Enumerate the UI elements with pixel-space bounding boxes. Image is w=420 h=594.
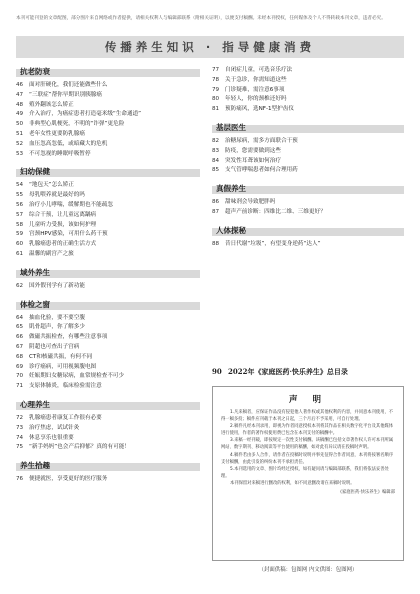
toc-entry[interactable] [16, 353, 200, 363]
entry-title: CT和核磁共振，有何不同 [29, 353, 93, 360]
entry-title: 治糖尿病，需多方面联合干预 [225, 137, 298, 144]
toc-entry[interactable] [16, 443, 200, 453]
entry-title: 乳腺癌患者的正确生活方式 [29, 241, 97, 248]
page-number: 90 [212, 367, 222, 376]
entry-title: 母乳喂养就是最好的吗 [29, 192, 85, 199]
statement-paragraph: 3.来稿一经刊载，即按规定一次性支付稿酬。该稿酬已包括文章著作权人许可本刊所属网站、数字期刊、移动阅读等平台使用的稿酬，如对此有异议请在投稿时声明。 [221, 438, 394, 451]
page-number: 70 [16, 373, 24, 380]
entry-title: 昔日代谢“垃圾”，有望变身逆药“达人” [225, 240, 321, 247]
toc-entry[interactable] [16, 191, 200, 201]
entry-title: 治疗小儿哮喘，缓解期也不能疏忽 [29, 201, 113, 208]
entry-title: 预防痛风，选NF-1型护齿仪 [225, 106, 294, 113]
banner [16, 36, 404, 58]
toc-entry[interactable] [16, 120, 200, 130]
toc-entry[interactable] [212, 95, 404, 105]
toc-entry[interactable] [16, 282, 200, 292]
entry-title: 综合干预，让儿童远离龋病 [29, 211, 97, 218]
section-title: 域外养生 [20, 267, 50, 277]
page-number: 66 [16, 334, 24, 341]
entry-title: “三联症”帮你早期识别胰腺癌 [29, 91, 102, 98]
toc-entry[interactable] [212, 147, 404, 157]
toc-entry[interactable] [212, 86, 404, 96]
toc-entry[interactable] [16, 343, 200, 353]
toc-section [16, 166, 200, 259]
toc-section [16, 267, 200, 292]
toc-section [16, 66, 200, 159]
entry-title: 休息享乐也很重要 [29, 434, 74, 441]
entry-title: 突发性耳聋该如何治疗 [225, 157, 281, 164]
page-number: 59 [16, 231, 24, 238]
page-number: 58 [16, 221, 24, 228]
section-title: 心理养生 [20, 399, 50, 409]
toc-entry[interactable] [16, 140, 200, 150]
page-number: 71 [16, 383, 24, 390]
page-number: 67 [16, 343, 24, 350]
toc-entry[interactable] [16, 230, 200, 240]
top-note: 本刊可能刊登的文章配图，部分图片来自网络或作者提供，请相关权利人与编辑部联系（附相关证明），以便支付稿酬。未经本刊授权，任何媒体及个人不得转载本刊文章，违者必究。 [16, 16, 386, 21]
toc-entry[interactable] [16, 81, 200, 91]
page-number: 73 [16, 424, 24, 431]
statement-title: 声 明 [289, 395, 327, 405]
section-header [16, 166, 200, 178]
page-number: 74 [16, 434, 24, 441]
entry-title: 儿童听力受损，该如何护理 [29, 221, 97, 228]
toc-entry[interactable] [16, 201, 200, 211]
page-number: 69 [16, 363, 24, 370]
entry-title: 殖外翻该怎么矫正 [29, 101, 74, 108]
page-number: 77 [212, 67, 220, 73]
entry-title: 妊娠期妇女糖尿病，血常规检查不可少 [29, 373, 125, 380]
toc-entry[interactable] [212, 157, 404, 167]
toc-section [16, 299, 200, 392]
toc-entry[interactable] [16, 434, 200, 444]
section-title: 妇幼保健 [20, 167, 50, 177]
page-number: 86 [212, 199, 220, 206]
statement-paragraph: 2.稿件凡经本刊录用，即视为作者同意授权本刊将其作品在相关数字化平台及其他媒体进行使用，作者的著作权使用费已包含在本刊支付的稿酬中。 [221, 424, 394, 437]
toc-entry[interactable] [212, 105, 404, 115]
toc-entry[interactable] [16, 363, 200, 373]
entry-title: 肌骨超声，你了解多少 [29, 324, 85, 331]
page-number: 81 [212, 106, 220, 113]
entry-title: 便捷就医，享受更好的医疗服务 [29, 476, 108, 483]
toc-right-column [212, 66, 404, 257]
page-number: 78 [212, 76, 220, 83]
page-number: 75 [16, 444, 24, 451]
page-number: 65 [16, 324, 24, 331]
page-number: 52 [16, 140, 24, 147]
toc-entry[interactable] [212, 137, 404, 147]
page-number: 79 [212, 86, 220, 93]
toc-entry[interactable] [16, 240, 200, 250]
section-title: 基层医生 [216, 122, 246, 132]
toc-entry[interactable] [212, 198, 404, 208]
annual-index-entry[interactable] [212, 367, 404, 377]
toc-continued-list [212, 66, 404, 115]
page-number: 51 [16, 130, 24, 137]
page-number: 72 [16, 414, 24, 421]
page-number: 48 [16, 101, 24, 108]
page-number: 64 [16, 314, 24, 321]
section-title: 人体探秘 [216, 225, 246, 235]
entry-title: 防疫，您需要做到这些 [225, 147, 281, 154]
toc-entry[interactable] [16, 414, 200, 424]
toc-entry[interactable] [16, 91, 200, 101]
toc-entry[interactable] [16, 314, 200, 324]
toc-entry[interactable] [212, 208, 404, 218]
toc-entry[interactable] [16, 475, 200, 485]
toc-entry[interactable] [212, 76, 404, 86]
section-title: 抗老防衰 [20, 67, 50, 76]
entry-title: 2022年《家庭医药·快乐养生》总目录 [228, 367, 348, 376]
statement-paragraph: 1.凡来稿者，应保证作品没有侵犯他人著作权或其他权利的内容，并同意本刊使用，不得一稿多投；稿件应刊载于本刊之日起，三个月后不予采用，可自行处理。 [221, 410, 394, 423]
page-number: 54 [16, 182, 24, 189]
page-number: 85 [212, 167, 220, 174]
section-header [212, 183, 404, 195]
toc-entry[interactable] [16, 424, 200, 434]
entry-title: 年轻人，你的颈椎还好吗 [225, 96, 287, 103]
entry-title: 面对肝硬化，我们还能做些什么 [29, 82, 108, 88]
toc-section [16, 399, 200, 453]
entry-title: 做磁共振检查，有哪些注意事项 [29, 334, 108, 341]
section-header [16, 399, 200, 411]
entry-title: 非典型心肌梗死，不明的“诈弹”更危险 [29, 121, 125, 128]
entry-title: 乳腺癌患者康复工作很有必要 [29, 414, 102, 421]
toc-entry[interactable] [16, 211, 200, 221]
statement-closing: 《家庭医药·快乐养生》编辑部 [337, 490, 395, 496]
banner-text: 传播养生知识 · 指导健康消费 [104, 40, 316, 54]
toc-entry[interactable] [16, 101, 200, 111]
entry-title: 支原体肺炎，临床检验需注意 [29, 383, 102, 390]
statement-paragraph: 4.稿件若由多人合作，请作者在投稿时说明并事先征得合作者同意，本刊将按署名顺序支付稿酬，由此引发的纠纷本刊不承担责任。 [221, 452, 394, 465]
page-number: 47 [16, 91, 24, 98]
page-number: 46 [16, 82, 24, 88]
toc-left-column [16, 66, 200, 492]
toc-entry[interactable] [212, 66, 404, 76]
entry-title: 介入治疗，为癌症患者打造毫米级“生命通道” [29, 111, 142, 118]
section-header [16, 267, 200, 279]
toc-section [212, 225, 404, 250]
section-header [16, 299, 200, 311]
toc-entry[interactable] [16, 110, 200, 120]
toc-entry[interactable] [212, 166, 404, 176]
toc-entry[interactable] [16, 250, 200, 260]
page-number: 56 [16, 201, 24, 208]
entry-title: 支气管哮喘患者如何合理用药 [225, 167, 298, 174]
entry-title: “地包天”怎么矫正 [29, 182, 74, 189]
entry-title: 温馨的副宫产之旅 [29, 250, 74, 257]
entry-title: 不可忽视的睡眠呼吸暂停 [29, 150, 91, 157]
toc-entry[interactable] [16, 323, 200, 333]
section-header [16, 66, 200, 78]
page-number: 53 [16, 150, 24, 157]
toc-section [212, 122, 404, 176]
section-header [16, 460, 200, 472]
page-number: 60 [16, 241, 24, 248]
page-number: 61 [16, 250, 24, 257]
page-number: 84 [212, 157, 220, 164]
entry-title: 自闭症儿童，可选音乐疗法 [225, 67, 293, 73]
section-title: 真假养生 [216, 184, 246, 194]
page-number: 62 [16, 282, 24, 289]
toc-entry[interactable] [16, 372, 200, 382]
page-number: 80 [212, 96, 220, 103]
entry-title: 抽血化验，要不要空腹 [29, 314, 85, 321]
entry-title: “新手妈妈”也会产后抑郁？真的有可能！ [29, 444, 130, 451]
entry-title: 国外假刊学有了新功能 [29, 282, 85, 289]
entry-title: 诊疗癌病，可用视频腹电图 [29, 363, 97, 370]
entry-title: 超声产前诊断：四维比二维、三维更好？ [225, 208, 326, 215]
page-number: 76 [16, 476, 24, 483]
page-number: 83 [212, 147, 220, 154]
statement-paragraph: 本刊保留对来稿进行删改的权利，如不同意删改请在来稿时说明。 [230, 480, 355, 486]
toc-section [212, 183, 404, 218]
page-number: 88 [212, 240, 220, 247]
page-number: 49 [16, 111, 24, 118]
page-number: 57 [16, 211, 24, 218]
page-number: 55 [16, 192, 24, 199]
entry-title: 关于急诊，你需知道这些 [225, 76, 287, 83]
toc-entry[interactable] [16, 333, 200, 343]
entry-title: 血压忽高忽低，或暗藏大的危机 [29, 140, 108, 147]
entry-title: 宫颈HPV感染，可用什么药干预 [29, 231, 108, 238]
entry-title: 治疗焦虑，试试针灸 [29, 424, 80, 431]
toc-entry[interactable] [16, 181, 200, 191]
toc-entry[interactable] [16, 130, 200, 140]
toc-section [16, 460, 200, 485]
page-number: 50 [16, 121, 24, 128]
section-header [212, 122, 404, 134]
toc-entry[interactable] [16, 382, 200, 392]
page-number: 68 [16, 353, 24, 360]
entry-title: 甜味剂会导致肥胖吗 [225, 199, 276, 206]
toc-entry[interactable] [212, 240, 404, 250]
statement-paragraph: 5.本刊选用的文章、图片均经过授权，如有疑问请与编辑部联系，我们将依法妥善处理。 [221, 466, 389, 479]
page-number: 87 [212, 208, 220, 215]
page-number: 82 [212, 137, 220, 144]
toc-entry[interactable] [16, 221, 200, 231]
section-title: 养生拾趣 [20, 461, 50, 471]
toc-entry[interactable] [16, 150, 200, 160]
entry-title: 门诊疑难，需注意6事项 [225, 86, 285, 93]
entry-title: 阴超也可查出子宫病 [29, 343, 80, 350]
image-credits: （封面供稿：包图网 内文供图：包图网） [258, 567, 358, 573]
statement-box [212, 386, 404, 561]
section-header [212, 225, 404, 237]
section-title: 体检之窗 [20, 299, 50, 309]
entry-title: 老年女性更要防乳腺癌 [29, 130, 85, 137]
